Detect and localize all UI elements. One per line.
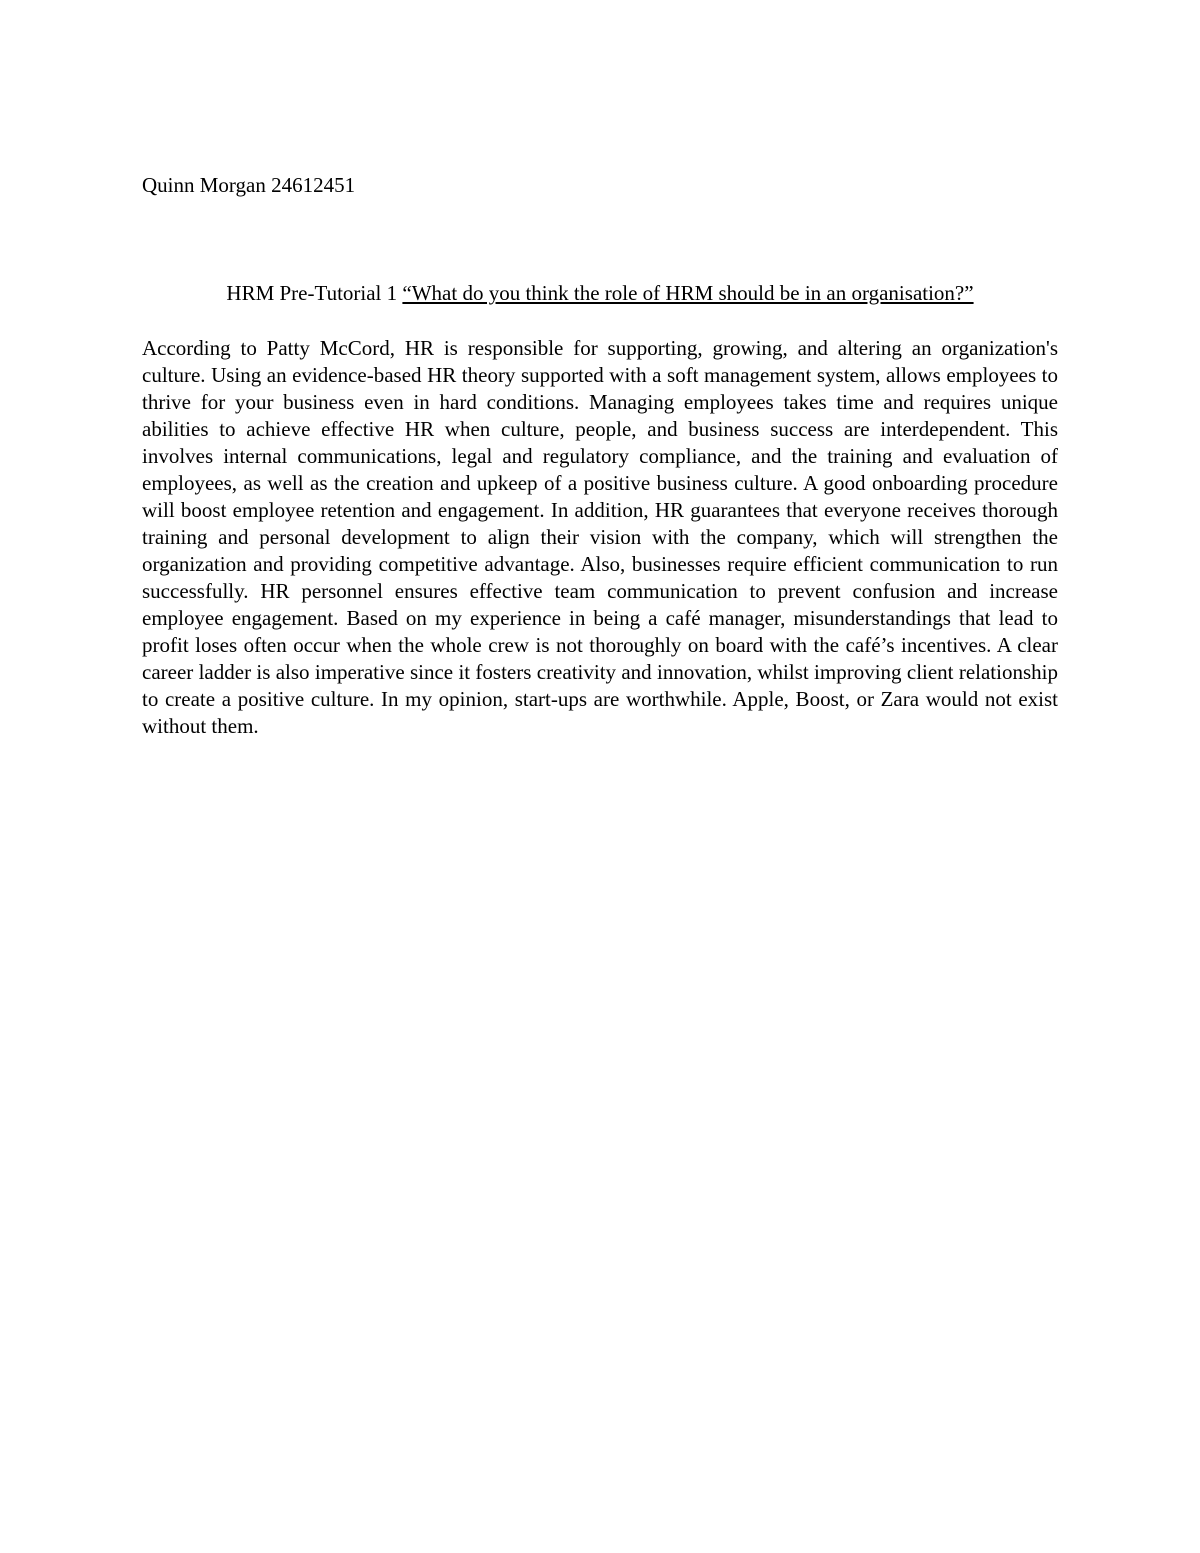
body-paragraph: According to Patty McCord, HR is responsible for supporting, growing, and altering an organization's culture. Using an evidence-based HR theory supported with a soft management system, allows employees to thrive for your business even in hard conditions. Managing employees takes time and requires unique abilities to achieve effective HR when culture, people, and business success are interdependent. This involves internal communications, legal and regulatory compliance, and the training and evaluation of employees, as well as the creation and upkeep of a positive business culture. A good onboarding procedure will boost employee retention and engagement. In addition, HR guarantees that everyone receives thorough training and personal development to align their vision with the company, which will strengthen the organization and providing competitive advantage. Also, businesses require efficient communication to run successfully. HR personnel ensures effective team communication to prevent confusion and increase employee engagement. Based on my experience in being a café manager, misunderstandings that lead to profit loses often occur when the whole crew is not thoroughly on board with the café’s incentives. A clear career ladder is also imperative since it fosters creativity and innovation, whilst improving client relationship to create a positive culture. In my opinion, start-ups are worthwhile. Apple, Boost, or Zara would not exist without them. bbox=[142, 336, 1058, 738]
title-question: “What do you think the role of HRM should be in an organisation?” bbox=[402, 281, 974, 305]
author-name-and-id: Quinn Morgan 24612451 bbox=[142, 173, 356, 197]
document-title bbox=[142, 280, 1058, 307]
title-prefix: HRM Pre-Tutorial 1 bbox=[226, 281, 403, 305]
